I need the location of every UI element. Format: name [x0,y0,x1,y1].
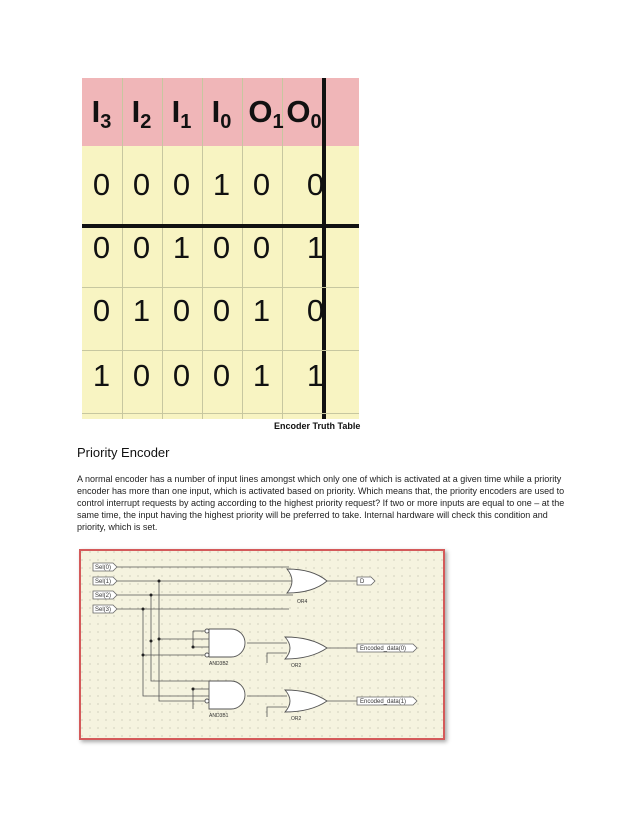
truth-table-cell: 0 [252,167,271,202]
truth-table-cell: 0 [132,230,151,265]
truth-table-cell: 1 [212,167,231,202]
circuit-diagram [79,549,445,740]
gate-label-and3b2: AND3B2 [209,661,229,667]
truth-table-cell: 1 [306,230,325,265]
and3b1-gate [209,681,245,709]
inverter-bubble [205,629,209,633]
truth-table-cell: 1 [252,293,271,328]
gate-label-or2-upper: OR2 [291,663,302,669]
grid-line [82,413,359,414]
truth-table-caption: Encoder Truth Table [274,421,361,431]
truth-table-cell: 0 [172,167,191,202]
truth-table-cell: 0 [306,167,325,202]
input-label-2: Sel(2) [95,593,112,599]
output-label-d: D [360,579,365,585]
section-title: Priority Encoder [77,445,170,460]
truth-table-cell: 0 [92,230,111,265]
gate-label-and3b1: AND3B1 [209,713,229,719]
truth-table-header-i1: $I_1$ [171,94,192,133]
input-label-3: Sel(3) [95,607,112,613]
truth-table-cell: 0 [212,293,231,328]
truth-table-cell: 1 [172,230,191,265]
truth-table-cell: 0 [172,293,191,328]
truth-table-header-o1: $O_1$ [248,94,284,133]
and3b2-gate [209,629,245,657]
truth-table-cell: 0 [252,230,271,265]
truth-table-image [82,78,359,419]
truth-table-cell: 0 [92,167,111,202]
truth-table-cell: 1 [132,293,151,328]
truth-table-header-i0: $I_0$ [211,94,232,133]
grid-line [82,350,359,351]
truth-table-header-o0: $O_0$ [286,94,322,133]
truth-table-cell: 0 [306,293,325,328]
gate-label-or4: OR4 [297,599,308,605]
gate-label-or2-lower: OR2 [291,716,302,722]
section-paragraph: A normal encoder has a number of input lines amongst which only one of which is activated at a given time while a priority encoder has more than one input, which is activated based on priority. Which means that, the priority encoders are used to control interrupt requests by acting according to the highest priority request? If two or more inputs are equal to one – at the same time, the input having the highest priority will be preferred to take. Internal hardware will check this condition and priority, which is set. [77,474,565,532]
input-label-0: Sel(0) [95,565,112,571]
inverter-bubble [205,653,209,657]
input-label-1: Sel(1) [95,579,112,585]
truth-table-cell: 0 [212,358,231,393]
output-label-encoded-0: Encoded_data(0) [360,646,407,652]
truth-table-cell: 1 [92,358,111,393]
truth-table-header-i2: $I_2$ [131,94,152,133]
truth-table-cell: 0 [172,358,191,393]
truth-table-cell: 0 [132,167,151,202]
truth-table-cell: 1 [306,358,325,393]
header-divider-line [82,224,359,228]
truth-table-cell: 0 [212,230,231,265]
grid-line [82,287,359,288]
truth-table-cell: 0 [132,358,151,393]
inverter-bubble [205,699,209,703]
truth-table-cell: 1 [252,358,271,393]
output-label-encoded-1: Encoded_data(1) [360,699,407,705]
truth-table-header-i3: $I_3$ [91,94,112,133]
truth-table-cell: 0 [92,293,111,328]
circuit-svg [81,551,443,738]
